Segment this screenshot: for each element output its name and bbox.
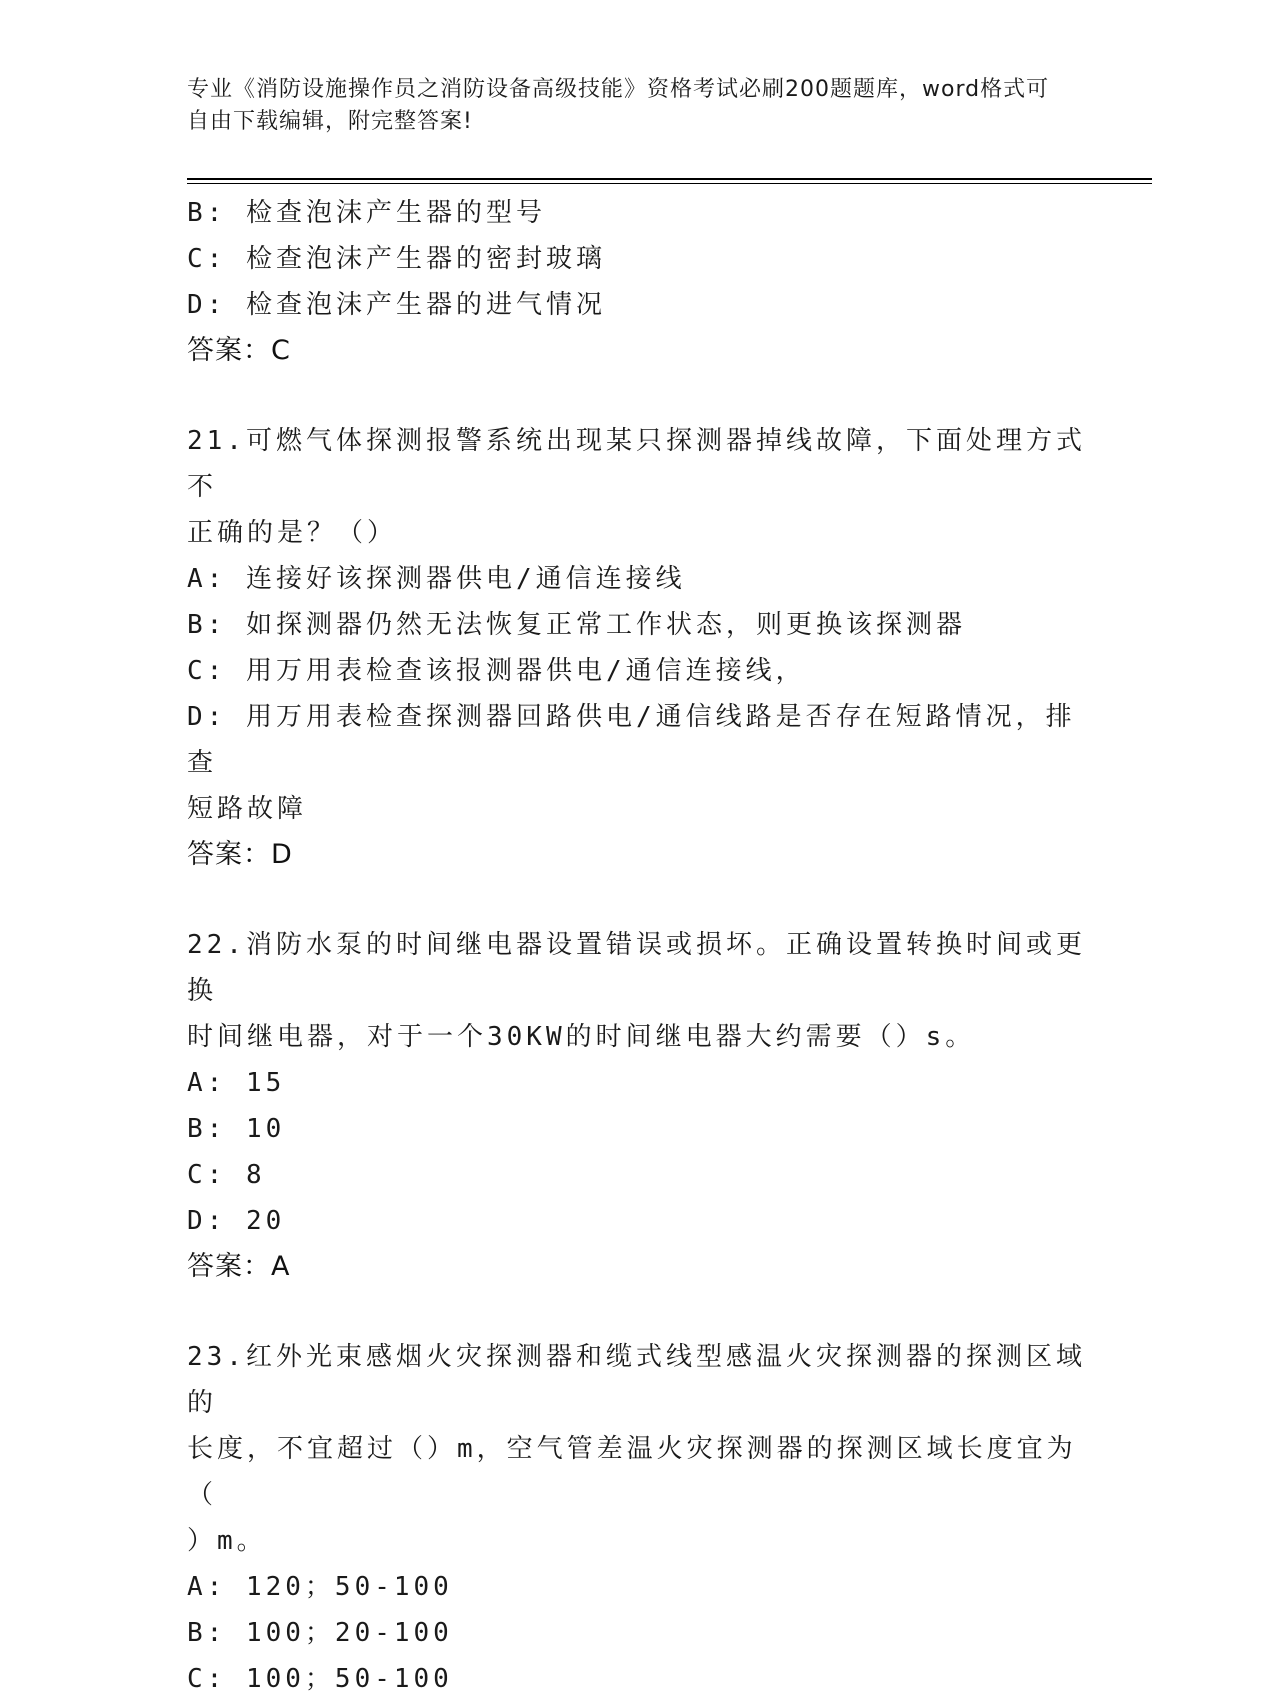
header-divider-thin	[187, 183, 1152, 184]
q23-question-line-1: 23.红外光束感烟火灾探测器和缆式线型感温火灾探测器的探测区域的	[187, 1342, 1086, 1418]
header-divider-thick	[187, 178, 1152, 180]
q23-option-b: B: 100；20-100	[187, 1618, 453, 1648]
q21-answer: 答案：D	[187, 839, 293, 870]
q22-question-line-1: 22.消防水泵的时间继电器设置错误或损坏。正确设置转换时间或更换	[187, 930, 1086, 1006]
q21-option-d-line-1: D: 用万用表检查探测器回路供电/通信线路是否存在短路情况，排查	[187, 702, 1076, 778]
question-content	[187, 190, 1087, 1702]
q23-option-c: C: 100；50-100	[187, 1664, 453, 1694]
question-spacer	[187, 1290, 1087, 1334]
q20-option-d: D: 检查泡沫产生器的进气情况	[187, 290, 606, 320]
document-header: 专业《消防设施操作员之消防设备高级技能》资格考试必刷200题题库，word格式可自由下载编辑，附完整答案!	[187, 77, 1050, 134]
q21-question-line-2: 正确的是？（）	[187, 518, 398, 548]
q21-option-d-line-2: 短路故障	[187, 794, 308, 824]
q22-question-line-2: 时间继电器，对于一个30KW的时间继电器大约需要（）s。	[187, 1022, 976, 1052]
q21-option-b: B: 如探测器仍然无法恢复正常工作状态，则更换该探测器	[187, 610, 966, 640]
q23-question-line-2: 长度，不宜超过（）m，空气管差温火灾探测器的探测区域长度宜为（	[187, 1434, 1077, 1510]
question-spacer	[187, 374, 1087, 418]
q23-question-line-3: ）m。	[187, 1526, 267, 1556]
q20-option-c: C: 检查泡沫产生器的密封玻璃	[187, 244, 606, 274]
q23-option-a: A: 120；50-100	[187, 1572, 453, 1602]
q20-option-b: B: 检查泡沫产生器的型号	[187, 198, 546, 228]
q21-option-c: C: 用万用表检查该报测器供电/通信连接线，	[187, 656, 806, 686]
q22-option-b: B: 10	[187, 1114, 286, 1144]
q21-option-a: A: 连接好该探测器供电/通信连接线	[187, 564, 686, 594]
q22-answer: 答案：A	[187, 1251, 291, 1282]
question-spacer	[187, 878, 1087, 922]
q22-option-a: A: 15	[187, 1068, 286, 1098]
q20-answer: 答案：C	[187, 335, 291, 366]
q21-question-line-1: 21.可燃气体探测报警系统出现某只探测器掉线故障，下面处理方式不	[187, 426, 1086, 502]
q22-option-d: D: 20	[187, 1206, 286, 1236]
q22-option-c: C: 8	[187, 1160, 266, 1190]
